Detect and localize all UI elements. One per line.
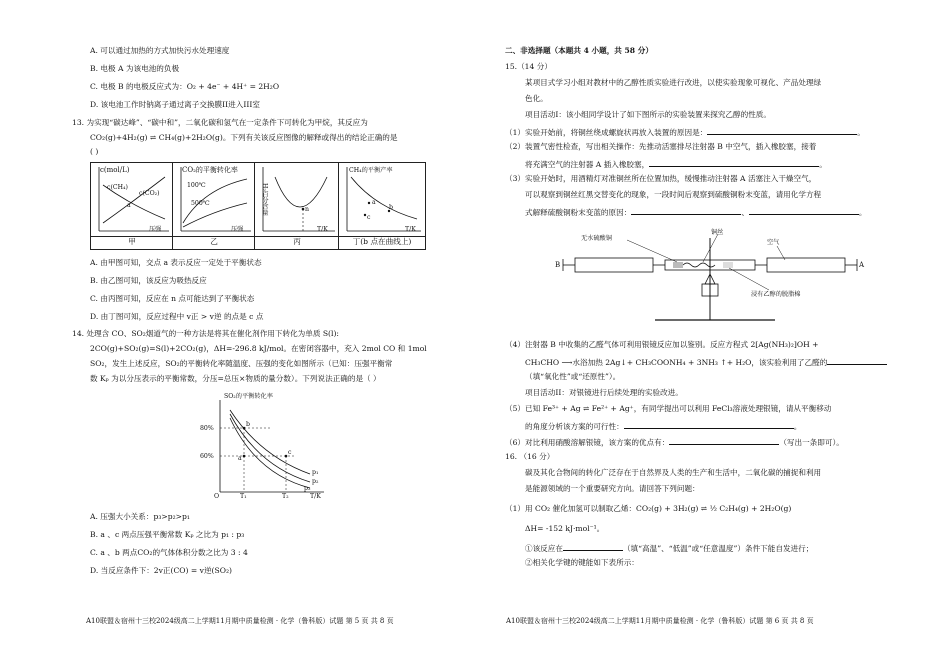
q13-bing-ylabel: H₂百分含量 bbox=[261, 183, 268, 216]
q13-bing-xlabel: T/K bbox=[317, 226, 328, 233]
q14-point-c: c bbox=[288, 449, 292, 456]
q14-option-c: C. a 、b 两点CO₂的气体体积分数之比为 3 : 4 bbox=[90, 548, 248, 557]
apparatus-air: 空气 bbox=[767, 239, 780, 246]
q13-panel-yi bbox=[172, 162, 256, 238]
q13-option-c: C. 由丙图可知，反应在 n 点可能达到了平衡状态 bbox=[90, 294, 255, 303]
q13-ding-xlabel: T/K bbox=[405, 226, 416, 233]
q14-stem-line4: 数 Kₚ 为以分压表示的平衡常数，分压=总压×物质的量分数）。下列说法正确的是（ ） bbox=[90, 374, 381, 383]
q13-ding-point-a: a bbox=[372, 199, 376, 206]
q14-curve-p3: p₃ bbox=[304, 485, 311, 492]
q14-stem-line1: 14. 处理含 CO、SO₂烟道气的一种方法是将其在催化剂作用下转化为单质 S(l): bbox=[72, 329, 339, 338]
section-title: 二、非选择题（本题共 4 小题，共 58 分） bbox=[505, 46, 653, 55]
q15-blank-3b[interactable] bbox=[749, 206, 859, 215]
q12-option-b: B. 电极 A 为该电池的负极 bbox=[90, 64, 180, 73]
q15-blank-1[interactable] bbox=[707, 126, 857, 135]
q15-sub4-line2: CH₃CHO ⟶水浴加热 2Ag↓+ CH₃COONH₄ + 3NH₃ ↑+ H₂O，该实验利用了乙醛的 bbox=[525, 356, 887, 368]
q13-panel-jia bbox=[90, 162, 174, 238]
q15-sub1: （1）实验开始前，将铜丝绕成螺旋状再放入装置的原因是： 。 bbox=[505, 128, 865, 137]
q15-apparatus bbox=[555, 224, 865, 328]
q13-option-b: B. 由乙图可知，该反应为吸热反应 bbox=[90, 276, 207, 285]
q14-point-b: b bbox=[246, 421, 250, 428]
q13-ding-point-c: c bbox=[367, 214, 371, 221]
q12-option-d: D. 该电池工作时钠离子通过离子交换膜II进入III室 bbox=[90, 100, 260, 109]
q14-origin: O bbox=[214, 493, 220, 500]
q14-ylabel: SO₂的平衡转化率 bbox=[224, 393, 273, 400]
q15-intro-line2: 色化。 bbox=[525, 94, 548, 103]
q14-option-d: D. 当反应条件下：2v正(CO) = v逆(SO₂) bbox=[90, 566, 232, 575]
q12-option-c: C. 电极 B 的电极反应式为：O₂ + 4e⁻ + 4H⁺ = 2H₂O bbox=[90, 82, 280, 91]
q13-caption-bing: 丙 bbox=[254, 236, 340, 250]
q14-chart bbox=[200, 392, 330, 504]
q16-intro-line2: 是能源领域的一个重要研究方向。请回答下列问题： bbox=[525, 484, 700, 493]
q13-yi-curve2: 500℃ bbox=[191, 200, 210, 207]
q13-option-a: A. 由甲图可知，交点 a 表示反应一定处于平衡状态 bbox=[90, 258, 262, 267]
q14-option-b: B. a 、c 两点压强平衡常数 Kₚ 之比为 p₁ : p₃ bbox=[90, 530, 245, 539]
apparatus-ethanol-cotton: 浸有乙醇的脱脂棉 bbox=[751, 291, 801, 298]
q15-activity1: 项目活动I：该小组同学设计了如下图所示的实验装置来探究乙醇的性质。 bbox=[525, 110, 771, 119]
q13-caption-jia: 甲 bbox=[90, 236, 174, 250]
q15-blank-6[interactable] bbox=[669, 436, 779, 445]
q14-option-a: A. 压强大小关系：p₃>p₂>p₁ bbox=[90, 512, 190, 521]
q13-caption-ding: 丁(b 点在曲线上) bbox=[338, 236, 426, 250]
q16-intro-line1: 碳及其化合物间的转化广泛存在于自然界及人类的生产和生活中，二氧化碳的捕捉和利用 bbox=[525, 468, 822, 477]
q14-t2: T₂ bbox=[282, 493, 289, 500]
q14-stem-line2: 2CO(g)+SO₂(g)=S(l)+2CO₂(g)，ΔH=-296.8 kJ/mol。在密闭容器中，充入 2mol CO 和 1mol bbox=[90, 344, 427, 353]
q15-number: 15.（14 分） bbox=[505, 62, 552, 71]
q13-bing-point: n bbox=[305, 206, 309, 213]
q15-blank-3a[interactable] bbox=[631, 206, 741, 215]
q15-sub3-line2: 可以观察到铜丝红黑交替变化的现象，一段时间后观察到硫酸铜粉末变蓝，请用化学方程 bbox=[525, 190, 822, 199]
q16-blank-1[interactable] bbox=[563, 542, 623, 551]
left-footer: A10联盟＆宿州十三校2024级高二上学期11月期中质量检测 · 化学（鲁科版）试题 第 5 页 共 8 页 bbox=[86, 617, 394, 625]
q13-yi-curve1: 100℃ bbox=[187, 182, 206, 189]
q16-sub1: （1）用 CO₂ 催化加氢可以制取乙烯：CO₂(g) + 3H₂(g) ⇌ ½ C₂H₄(g) + 2H₂O(g) bbox=[505, 504, 792, 513]
q15-blank-2[interactable] bbox=[649, 158, 819, 167]
q13-ding-point-b: b bbox=[389, 204, 393, 211]
apparatus-syringe-b: B bbox=[555, 261, 561, 269]
right-footer: A10联盟＆宿州十三校2024级高二上学期11月期中质量检测 · 化学（鲁科版）试题 第 6 页 共 8 页 bbox=[506, 617, 814, 625]
apparatus-copper-wire: 铜丝 bbox=[711, 229, 724, 236]
q13-jia-point: a bbox=[127, 202, 131, 209]
q14-curve-p1: p₁ bbox=[312, 469, 319, 476]
q15-sub2-line1: （2）装置气密性检查，写出相关操作：先推动活塞排尽注射器 B 中空气，插入橡胶塞，接着 bbox=[505, 142, 817, 151]
q14-stem-line3: SO₂，发生上述反应，SO₂的平衡转化率随温度、压强的变化如图所示（已知：压强平衡常 bbox=[90, 359, 393, 368]
apparatus-syringe-a: A bbox=[859, 261, 865, 269]
apparatus-anhydrous-cuso4: 无水硫酸铜 bbox=[581, 235, 612, 242]
q13-panel-bing bbox=[254, 162, 340, 238]
q15-sub3-line1: （3）实验开始时，用酒精灯对准铜丝所在位置加热，缓慢推动注射器 A 活塞注入干燥空气， bbox=[505, 174, 817, 183]
q15-blank-4[interactable] bbox=[827, 356, 887, 365]
q15-sub6: （6）对比利用硝酸溶解银镜，该方案的优点有： （写出一条即可）。 bbox=[505, 438, 844, 447]
q14-y60: 60% bbox=[200, 453, 214, 460]
q13-jia-ylabel: c(mol/L) bbox=[100, 166, 130, 174]
q14-y80: 80% bbox=[200, 425, 214, 432]
q13-option-d: D. 由丁图可知，反应过程中 v正 > v逆 的点是 c 点 bbox=[90, 312, 264, 321]
q13-yi-xlabel: 压强 bbox=[231, 226, 244, 233]
q14-chart-svg bbox=[200, 392, 330, 504]
q15-sub5-line1: （5）已知 Fe³⁺ + Ag ⇌ Fe²⁺ + Ag⁺，有同学提出可以利用 FeCl₃溶液处理银镜，请从平衡移动 bbox=[505, 404, 832, 413]
q14-t1: T₁ bbox=[240, 493, 247, 500]
q15-activity2: 项目活动II：对银镜进行后续处理的实验改进。 bbox=[525, 388, 683, 397]
q15-sub3-line3: 式解释硫酸铜粉末变蓝的原因： 、 。 bbox=[525, 208, 867, 217]
q16-sub1-part2: ②相关化学键的键能如下表所示： bbox=[525, 558, 639, 567]
q13-stem-line3: ( ) bbox=[90, 147, 99, 156]
q13-stem-line2: CO₂(g)+4H₂(g) ⇌ CH₄(g)+2H₂O(g)。下列有关该反应图像的解释或得出的结论正确的是 bbox=[90, 133, 398, 142]
q15-intro-line1: 某项目式学习小组对教材中的乙醇性质实验进行改进，以使实验现象可视化、产品处理绿 bbox=[525, 78, 822, 87]
q14-curve-p2: p₂ bbox=[312, 478, 319, 485]
q15-sub5-line2: 的角度分析该方案的可行性： 。 bbox=[525, 422, 802, 431]
q15-sub4-line3: （填“氧化性”或“还原性”）。 bbox=[525, 372, 621, 381]
q14-xlabel: T/K bbox=[310, 493, 321, 500]
q16-sub1-part1: ①该反应在 （填“高温”、“低温”或“任意温度”）条件下能自发进行； bbox=[525, 544, 814, 553]
q15-sub2-line2: 将充满空气的注射器 A 插入橡胶塞， 。 bbox=[525, 160, 827, 169]
q15-blank-5[interactable] bbox=[624, 420, 794, 429]
q16-number: 16. （16 分） bbox=[505, 452, 555, 461]
q13-yi-ylabel: CO₂的平衡转化率 bbox=[182, 166, 238, 174]
q13-jia-curve2: c(CO₂) bbox=[139, 190, 160, 197]
q13-stem-line1: 13. 为实现“碳达峰”、“碳中和”，二氧化碳和氢气在一定条件下可转化为甲烷，其反应为 bbox=[72, 118, 368, 127]
q13-jia-curve1: c(CH₄) bbox=[107, 184, 128, 191]
q16-delta-h: ΔH= -152 kJ·mol⁻¹。 bbox=[525, 524, 605, 533]
q12-option-a: A. 可以通过加热的方式加快污水处理速度 bbox=[90, 46, 230, 55]
q13-caption-yi: 乙 bbox=[172, 236, 256, 250]
q15-sub4-line1: （4）注射器 B 中收集的乙醛气体可利用银镜反应加以鉴别。反应方程式 2[Ag(NH₃)₂]OH + bbox=[505, 340, 819, 349]
q13-ding-ylabel: CH₄的平衡产率 bbox=[349, 167, 393, 174]
q13-jia-xlabel: 压强 bbox=[149, 226, 162, 233]
q13-panel-ding bbox=[338, 162, 426, 238]
q14-point-a: a bbox=[238, 455, 242, 462]
